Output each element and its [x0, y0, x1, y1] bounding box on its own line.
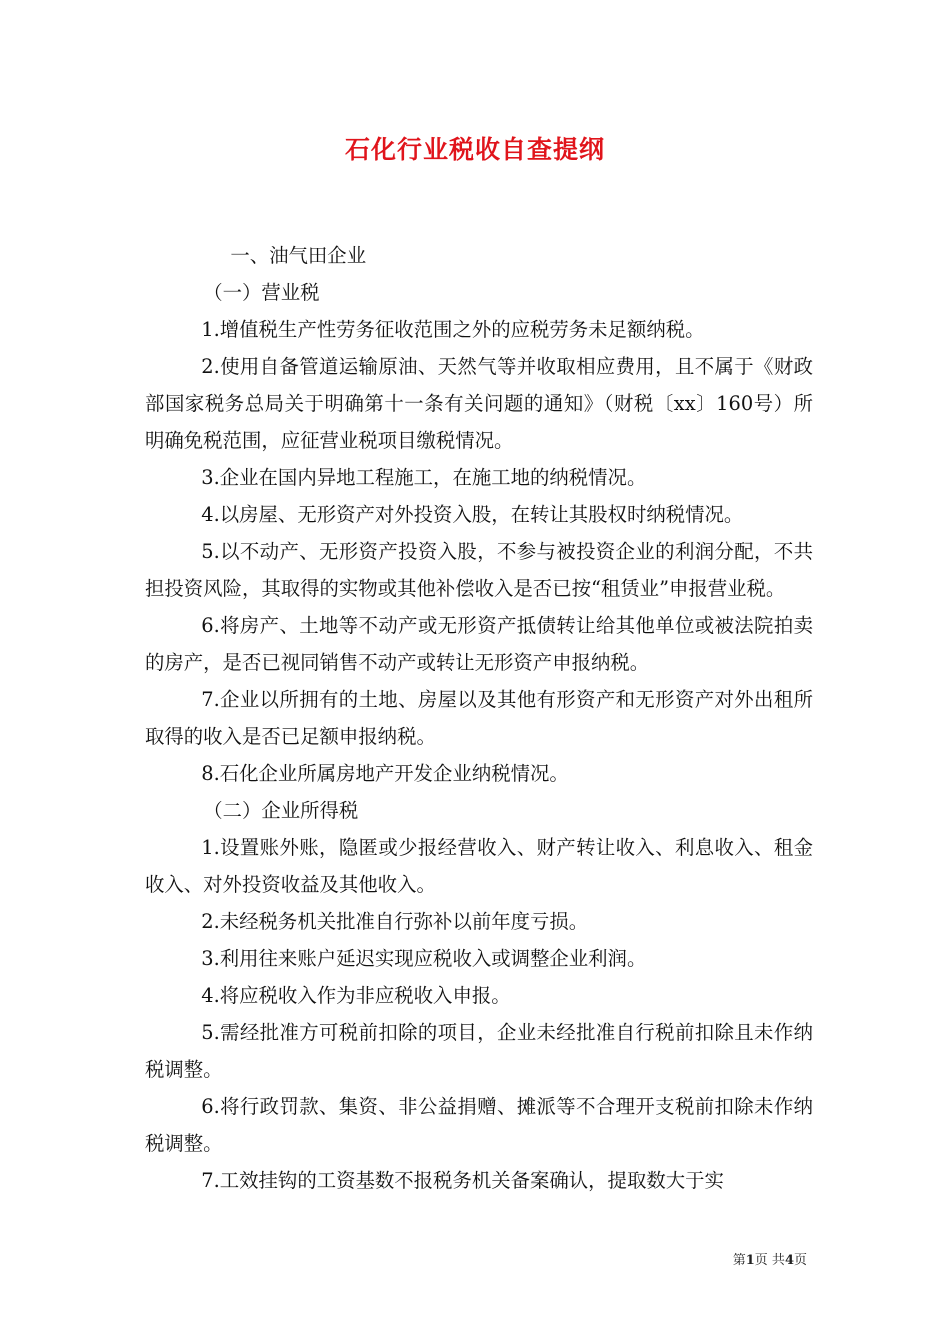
footer-current-page: 1	[745, 1253, 755, 1268]
paragraph: 3.企业在国内异地工程施工，在施工地的纳税情况。	[201, 466, 647, 489]
paragraph: 2.未经税务机关批准自行弥补以前年度亏损。	[201, 910, 589, 933]
footer-total-pages: 4	[784, 1253, 794, 1268]
paragraph: 8.石化企业所属房地产开发企业纳税情况。	[201, 762, 569, 785]
paragraph: 4.将应税收入作为非应税收入申报。	[201, 984, 511, 1007]
paragraph: 3.利用往来账户延迟实现应税收入或调整企业利润。	[201, 947, 647, 970]
section-heading: 一、油气田企业	[230, 244, 367, 267]
section-heading: （一）营业税	[203, 281, 320, 304]
paragraph: 6.将行政罚款、集资、非公益捐赠、摊派等不合理开支税前扣除未作纳税调整。	[145, 1095, 813, 1155]
page-title: 石化行业税收自查提纲	[344, 135, 605, 164]
footer-middle: 页 共	[754, 1253, 785, 1268]
document-body	[145, 237, 813, 1199]
paragraph: 4.以房屋、无形资产对外投资入股，在转让其股权时纳税情况。	[201, 503, 744, 526]
paragraph: 7.工效挂钩的工资基数不报税务机关备案确认，提取数大于实	[201, 1169, 724, 1192]
paragraph: 7.企业以所拥有的土地、房屋以及其他有形资产和无形资产对外出租所取得的收入是否已足额申报纳税。	[145, 688, 813, 748]
paragraph: 6.将房产、土地等不动产或无形资产抵债转让给其他单位或被法院拍卖的房产，是否已视同销售不动产或转让无形资产申报纳税。	[145, 614, 813, 674]
footer-prefix: 第	[732, 1253, 746, 1268]
page-footer	[733, 1249, 807, 1268]
footer-suffix: 页	[793, 1253, 807, 1268]
paragraph: 1.设置账外账，隐匿或少报经营收入、财产转让收入、利息收入、租金收入、对外投资收益及其他收入。	[145, 836, 813, 896]
paragraph: 5.需经批准方可税前扣除的项目，企业未经批准自行税前扣除且未作纳税调整。	[145, 1021, 813, 1081]
section-heading: （二）企业所得税	[203, 799, 359, 822]
paragraph: 5.以不动产、无形资产投资入股，不参与被投资企业的利润分配，不共担投资风险，其取得的实物或其他补偿收入是否已按“租赁业”申报营业税。	[145, 540, 813, 600]
paragraph: 2.使用自备管道运输原油、天然气等并收取相应费用，且不属于《财政部国家税务总局关于明确第十一条有关问题的通知》（财税〔xx〕160号）所明确免税范围，应征营业税项目缴税情况。	[145, 355, 813, 452]
paragraph: 1.增值税生产性劳务征收范围之外的应税劳务未足额纳税。	[201, 318, 705, 341]
